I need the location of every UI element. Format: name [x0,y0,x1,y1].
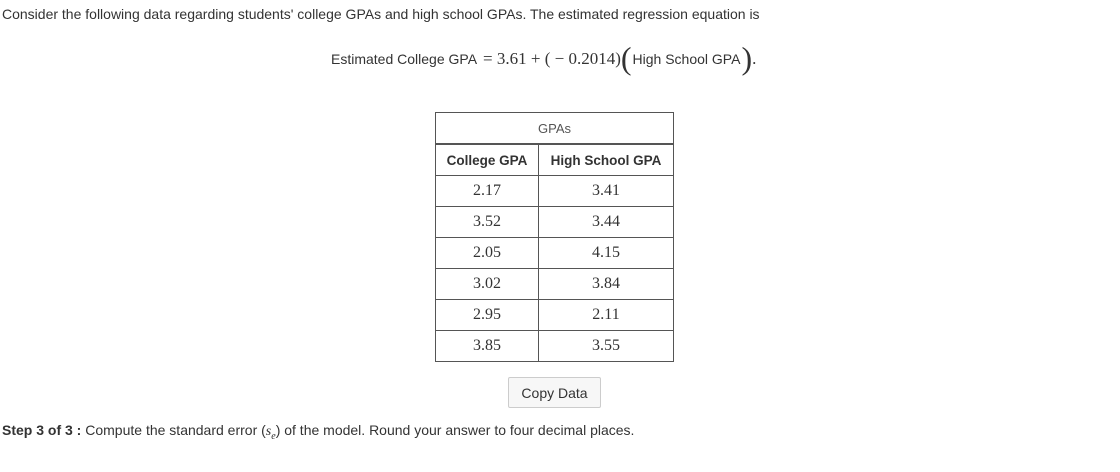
high-school-gpa-cell: 3.84 [539,269,674,300]
equation-variable: High School GPA [632,51,741,67]
college-gpa-cell: 2.17 [436,176,539,207]
equation-label: Estimated College GPA [331,51,478,67]
close-paren: ) [741,40,753,76]
high-school-gpa-cell: 4.15 [539,238,674,269]
header-college-gpa: College GPA [436,144,539,176]
regression-equation [331,42,756,76]
equation-coefficients: = 3.61 + ( − 0.2014) [483,49,621,68]
high-school-gpa-cell: 3.41 [539,176,674,207]
table-row [436,300,674,331]
step-label: Step 3 of 3 : [2,422,82,438]
equation-period: . [752,49,757,68]
table-caption: GPAs [436,113,674,145]
problem-intro: Consider the following data regarding students' college GPAs and high school GPAs. The estimated regression equation is [2,6,760,22]
high-school-gpa-cell: 2.11 [539,300,674,331]
step-text-before: Compute the standard error ( [85,422,266,438]
header-high-school-gpa: High School GPA [539,144,674,176]
college-gpa-cell: 3.52 [436,207,539,238]
table-row [436,331,674,362]
standard-error-symbol: $s_e$ [265,424,276,442]
table-row [436,176,674,207]
high-school-gpa-cell: 3.55 [539,331,674,362]
table-row [436,238,674,269]
step-instruction [2,422,634,442]
college-gpa-cell: 2.95 [436,300,539,331]
step-text-after: ) of the model. Round your answer to four decimal places. [275,422,635,438]
high-school-gpa-cell: 3.44 [539,207,674,238]
gpa-table [435,112,674,362]
table-row [436,207,674,238]
copy-data-button[interactable]: Copy Data [508,377,601,408]
table-row [436,269,674,300]
college-gpa-cell: 3.02 [436,269,539,300]
college-gpa-cell: 3.85 [436,331,539,362]
college-gpa-cell: 2.05 [436,238,539,269]
open-paren: ( [620,40,632,76]
